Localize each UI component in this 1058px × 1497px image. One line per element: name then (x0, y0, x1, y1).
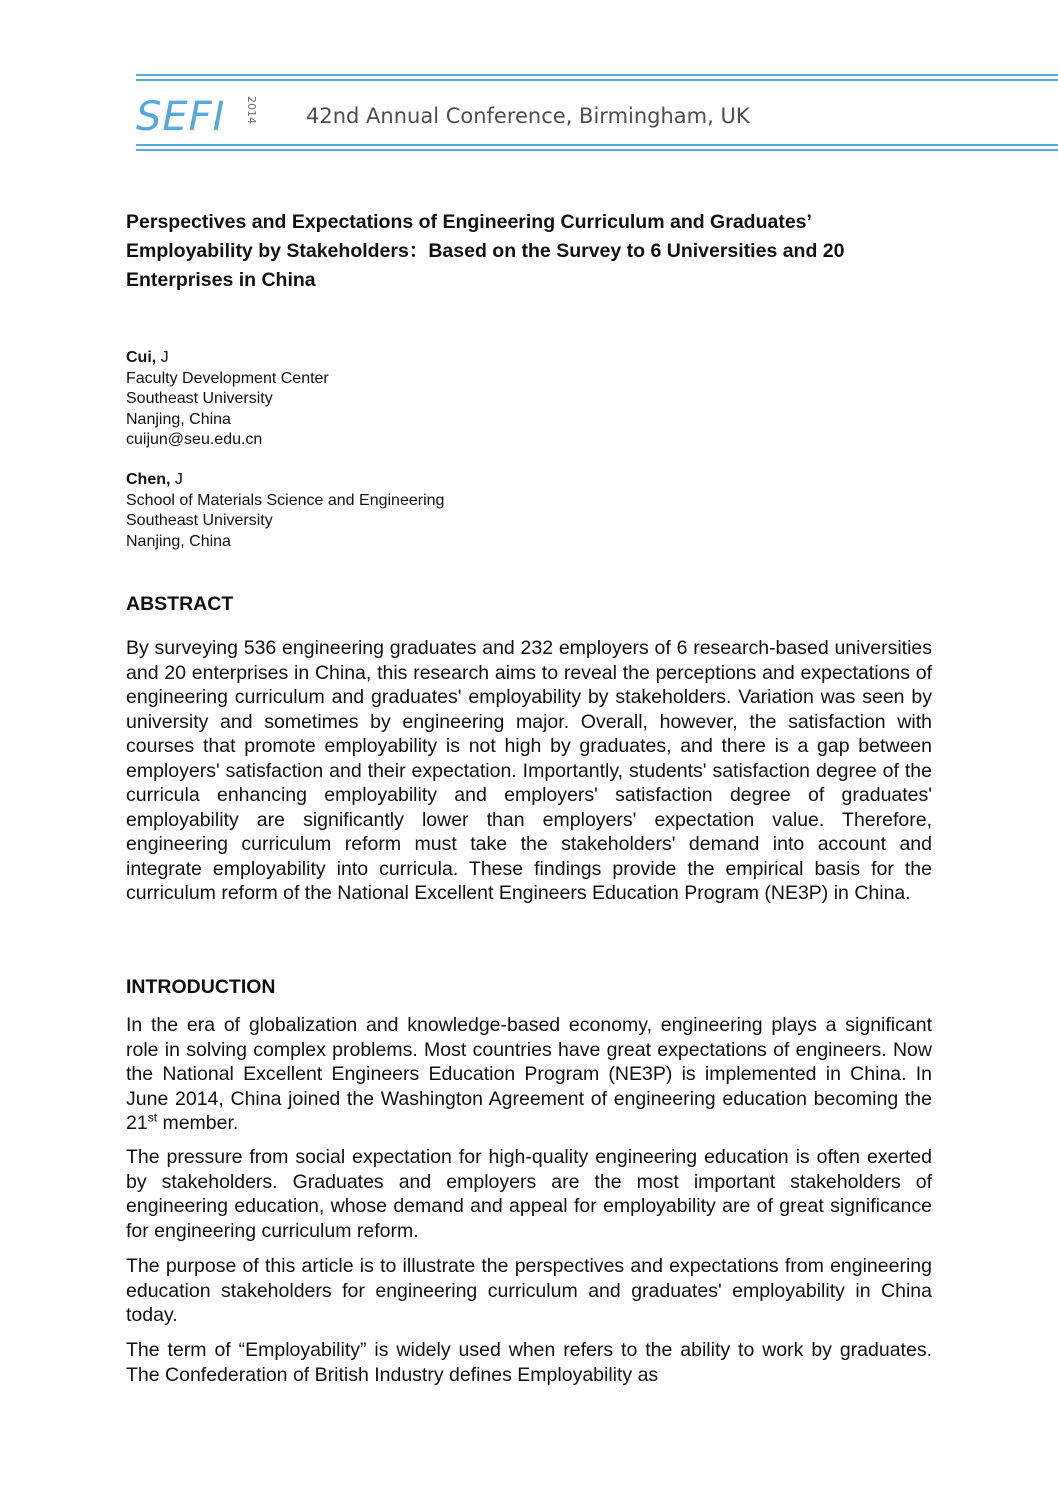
author-affiliation-line: Faculty Development Center (126, 369, 329, 387)
header-rule-top-2 (136, 79, 1058, 81)
intro-paragraph-1-tail: member. (157, 1112, 239, 1134)
paper-title-line-2: Employability by Stakeholders：Based on the Survey to 6 Universities and 20 (126, 240, 845, 262)
abstract-paragraph: By surveying 536 engineering graduates and 232 employers of 6 research-based universities and 20 enterprises in China, this research aims to reveal the perceptions and expectations of engineering curriculum and graduates' employability by stakeholders. Variation was seen by university and sometimes by engineering major. Overall, however, the satisfaction with courses that promote employability is not high by graduates, and there is a gap between employers' satisfaction and their expectation. Importantly, students' satisfaction degree of the curricula enhancing employability and employers' satisfaction degree of graduates' employability are significantly lower than employers' expectation value. Therefore, engineering curriculum reform must take the stakeholders' demand into account and integrate employability into curricula. These findings provide the empirical basis for the curriculum reform of the National Excellent Engineers Education Program (NE3P) in China. (126, 637, 932, 904)
sefi-logo (136, 92, 258, 140)
author-affiliation-line: School of Materials Science and Engineering (126, 491, 445, 509)
author-affiliation-line: Southeast University (126, 512, 273, 529)
paper-title (126, 208, 926, 295)
header-rule-top-1 (136, 74, 1058, 76)
author-name (126, 348, 329, 369)
abstract-heading: ABSTRACT (126, 593, 234, 615)
author-surname: Chen, (126, 471, 171, 488)
author-surname: Cui, (126, 349, 157, 366)
conference-header (136, 74, 1058, 154)
intro-paragraph-3: The purpose of this article is to illustrate the perspectives and expectations from engineering education stakeholders for engineering curriculum and graduates' employability in China today. (126, 1255, 932, 1326)
ordinal-superscript: st (147, 1110, 158, 1125)
author-block (126, 348, 329, 451)
author-affiliation-line: Southeast University (126, 390, 273, 407)
intro-paragraph-1-text: In the era of globalization and knowledge-based economy, engineering plays a significant role in solving complex problems. Most countries have great expectations of engineers. Now the National Excellent Engineers Education Program (NE3P) is implemented in China. In June 2014, China joined the Washington Agreement of engineering education becoming the 21 (126, 1014, 932, 1134)
sefi-logo-year: 2014 (245, 96, 258, 124)
author-affiliation-line: Nanjing, China (126, 410, 231, 428)
author-affiliation-line: Nanjing, China (126, 532, 231, 550)
author-block (126, 470, 444, 552)
paper-title-line-1: Perspectives and Expectations of Engineering Curriculum and Graduates’ (126, 211, 812, 233)
header-rule-bottom-2 (136, 149, 1058, 151)
author-initial: J (170, 471, 183, 488)
intro-paragraph-1 (126, 1013, 932, 1136)
introduction-heading: INTRODUCTION (126, 976, 276, 998)
author-initial: J (156, 349, 169, 366)
author-name (126, 470, 444, 491)
header-rule-bottom-1 (136, 144, 1058, 146)
sefi-logo-text: SEFI (136, 94, 226, 140)
intro-paragraph-4: The term of “Employability” is widely used when refers to the ability to work by graduates. The Confederation of British Industry defines Employability as (126, 1339, 932, 1386)
author-email: cuijun@seu.edu.cn (126, 431, 263, 448)
paper-title-line-3: Enterprises in China (126, 269, 316, 291)
conference-title: 42nd Annual Conference, Birmingham, UK (306, 104, 750, 128)
intro-paragraph-2: The pressure from social expectation for high-quality engineering education is often exerted by stakeholders. Graduates and employers are the most important stakeholders of engineering education, whose demand and appeal for employability are of great significance for engineering curriculum reform. (126, 1146, 932, 1242)
